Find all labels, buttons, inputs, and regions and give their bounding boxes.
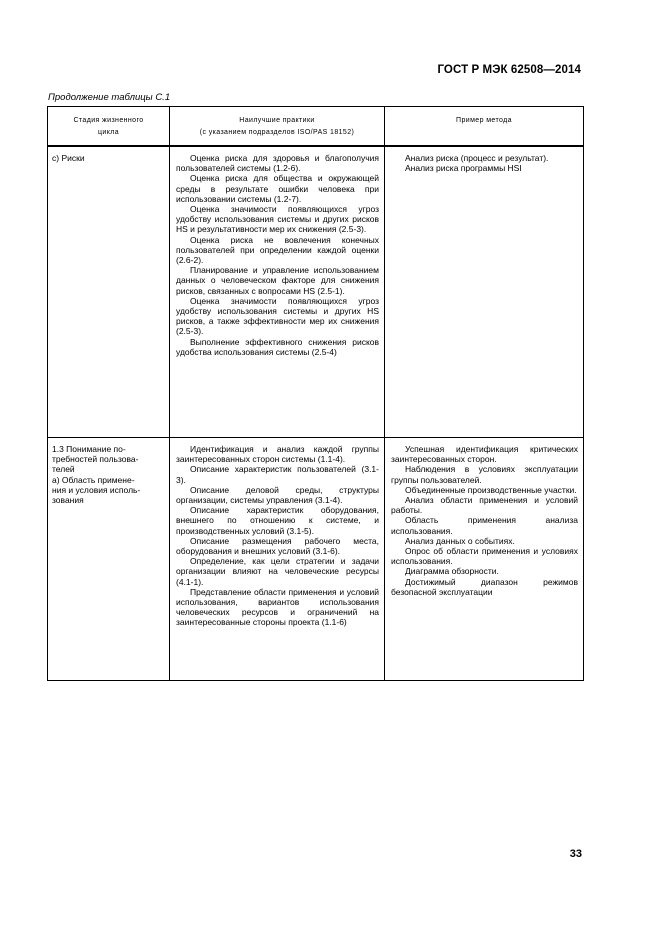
column-header-line: Наилучшие практики	[239, 117, 315, 124]
method-item: Анализ риска программы HSI	[405, 163, 522, 174]
stage-text: требностей пользова-	[52, 454, 139, 465]
practice-item: Описание характеристик оборудования, внешнего по отношению к системе, и производственных условий (3.1-5).	[176, 505, 379, 536]
practice-item: Идентификация и анализ каждой группы заинтересованных сторон системы (1.1-4).	[176, 444, 379, 465]
method-item: Объединенные производственные участки.	[405, 484, 577, 495]
column-header-method	[385, 107, 584, 147]
stage-text: а) Область примене-	[52, 474, 135, 485]
method-item: Опрос об области применения и условиях использования.	[391, 546, 578, 567]
table-row	[48, 146, 584, 438]
stage-cell	[48, 146, 170, 438]
practices-cell	[170, 146, 385, 438]
stage-text: телей	[52, 464, 75, 475]
practice-item: Представление области применения и условий использования, вариантов использования человеческих ресурсов и ограничений на заинтересованные стороны проекта (1.1-6)	[176, 586, 379, 628]
methods-cell	[385, 146, 584, 438]
document-header: ГОСТ Р МЭК 62508—2014	[437, 64, 581, 76]
methods-cell	[385, 438, 584, 681]
method-item: Успешная идентификация критических заинтересованных сторон.	[391, 444, 578, 465]
practice-item: Оценка риска не вовлечения конечных пользователей при определении каждой оценки (2.6-2).	[176, 234, 379, 266]
method-item: Достижимый диапазон режимов безопасной эксплуатации	[391, 576, 578, 597]
method-item: Анализ области применения и условий работы.	[391, 495, 578, 516]
practice-item: Оценка значимости появляющихся угроз удобству использования системы и других рисков HS и результативности мер их снижения (2.5-3).	[176, 204, 379, 235]
practice-item: Описание характеристик пользователей (3.1-3).	[176, 464, 379, 485]
practices-cell	[170, 438, 385, 681]
best-practices-table	[47, 106, 584, 681]
stage-text: 1.3 Понимание по-	[52, 444, 126, 454]
table-header-row	[48, 107, 584, 147]
practice-item: Выполнение эффективного снижения рисков удобства использования системы (2.5-4)	[176, 336, 379, 357]
column-header-line: (с указанием подразделов ISO/PAS 18152)	[199, 129, 355, 136]
column-header-stage	[48, 107, 170, 147]
stage-text: ния и условия исполь-	[52, 484, 141, 495]
method-item: Анализ риска (процесс и результат).	[405, 153, 549, 163]
practice-item: Оценка риска для общества и окружающей среды в результате ошибки человека при использовании системы (1.2-7).	[176, 173, 379, 204]
table-row	[48, 438, 584, 681]
method-item: Анализ данных о событиях.	[405, 535, 515, 546]
practice-item: Оценка значимости появляющихся угроз удобству использования системы и других HS рисков, а также эффективности мер их снижения (2.5-3).	[176, 295, 379, 337]
column-header-practices	[170, 107, 385, 147]
table-caption: Продолжение таблицы С.1	[48, 92, 171, 103]
stage-text: зования	[52, 495, 84, 506]
practice-item: Оценка риска для здоровья и благополучия пользователей системы (1.2-6).	[176, 153, 379, 174]
stage-text: с) Риски	[52, 153, 85, 163]
column-header-line: Стадия жизненного	[73, 117, 144, 124]
stage-cell	[48, 438, 170, 681]
practice-item: Описание размещения рабочего места, оборудования и внешних условий (3.1-6).	[176, 535, 379, 557]
practice-item: Определение, как цели стратегии и задачи организации влияют на человеческие ресурсы (4.1-1).	[176, 556, 379, 587]
practice-item: Планирование и управление использованием данных о человеческом факторе для снижения рисков, связанных с вопросами HS (2.5-1).	[176, 265, 379, 296]
method-item: Диаграмма обзорности.	[405, 566, 499, 577]
practice-item: Описание деловой среды, структуры организации, системы управления (3.1-4).	[176, 484, 379, 506]
column-header-line: Пример метода	[456, 117, 512, 124]
method-item: Наблюдения в условиях эксплуатации группы пользователей.	[391, 464, 578, 485]
page-number: 33	[569, 848, 582, 860]
column-header-line: цикла	[97, 129, 120, 136]
method-item: Область применения анализа использования.	[391, 515, 578, 536]
